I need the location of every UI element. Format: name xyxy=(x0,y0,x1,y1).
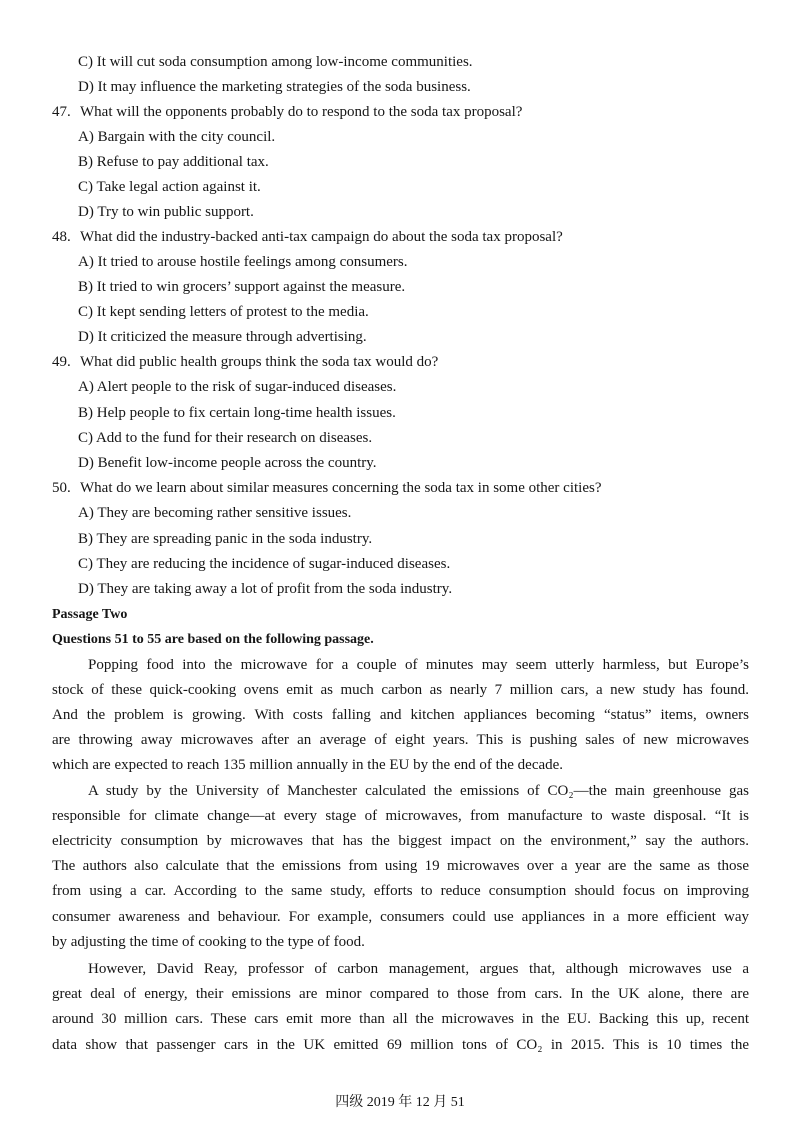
paragraph-2-line: electricity consumption by microwaves that has the biggest impact on the environment,” say the authors. xyxy=(52,833,749,849)
option-letter: A) xyxy=(78,379,94,395)
option-text: It may influence the marketing strategies of the soda business. xyxy=(97,79,471,95)
option-text: Add to the fund for their research on diseases. xyxy=(95,430,373,446)
option-50-b xyxy=(78,530,372,548)
option-letter: D) xyxy=(78,204,94,220)
option-text: They are becoming rather sensitive issues. xyxy=(97,505,352,521)
option-48-d xyxy=(78,328,367,346)
option-50-a xyxy=(78,504,351,522)
option-text: Help people to fix certain long-time health issues. xyxy=(96,405,396,421)
question-stem: What do we learn about similar measures concerning the soda tax in some other cities? xyxy=(80,480,602,496)
option-text: It tried to win grocers’ support against the measure. xyxy=(96,279,406,295)
paragraph-2-line: A study by the University of Manchester calculated the emissions of CO₂—the main greenhouse gas xyxy=(88,783,749,799)
option-47-c xyxy=(78,178,261,196)
question-number: 50. xyxy=(52,480,71,496)
option-text: It tried to arouse hostile feelings among consumers. xyxy=(97,254,408,270)
question-48 xyxy=(52,228,563,246)
option-letter: D) xyxy=(78,79,94,95)
option-text: It will cut soda consumption among low-income communities. xyxy=(96,54,473,70)
question-stem: What did public health groups think the soda tax would do? xyxy=(80,354,439,370)
option-49-a xyxy=(78,378,396,396)
option-letter: B) xyxy=(78,405,93,421)
option-text: Benefit low-income people across the country. xyxy=(97,455,377,471)
option-49-d xyxy=(78,454,377,472)
question-stem: What did the industry-backed anti-tax campaign do about the soda tax proposal? xyxy=(80,229,563,245)
option-text: They are taking away a lot of profit from the soda industry. xyxy=(97,581,453,597)
option-46-d xyxy=(78,78,471,96)
option-text: They are spreading panic in the soda industry. xyxy=(96,531,373,547)
option-48-b xyxy=(78,278,405,296)
option-letter: D) xyxy=(78,329,94,345)
question-number: 48. xyxy=(52,229,71,245)
option-text: Alert people to the risk of sugar-induced diseases. xyxy=(96,379,397,395)
paragraph-1-line: And the problem is growing. With costs falling and kitchen appliances becoming “status” items, owners xyxy=(52,707,749,723)
question-47 xyxy=(52,103,522,121)
option-letter: C) xyxy=(78,179,93,195)
paragraph-2-line: from using a car. According to the same study, efforts to reduce consumption should focus on improving xyxy=(52,883,749,899)
paragraph-3-line: around 30 million cars. These cars emit more than all the microwaves in the EU. Backing this up, recent xyxy=(52,1011,749,1027)
option-49-c xyxy=(78,429,372,447)
paragraph-3-line: data show that passenger cars in the UK emitted 69 million tons of CO₂ in 2015. This is 10 times the xyxy=(52,1037,749,1053)
paragraph-1-line: stock of these quick-cooking ovens emit as much carbon as nearly 7 million cars, a new study has found. xyxy=(52,682,749,698)
page-footer: 四级 2019 年 12 月 51 xyxy=(335,1095,465,1110)
paragraph-2-line: The authors also calculate that the emissions from using 19 microwaves over a year are the same as those xyxy=(52,858,749,874)
option-48-c xyxy=(78,303,369,321)
option-48-a xyxy=(78,253,408,271)
option-letter: D) xyxy=(78,455,94,471)
question-stem: What will the opponents probably do to respond to the soda tax proposal? xyxy=(80,104,523,120)
paragraph-2-line: responsible for climate change—at every stage of microwaves, from manufacture to waste disposal. “It is xyxy=(52,808,749,824)
passage-title: Passage Two xyxy=(52,607,128,622)
option-letter: A) xyxy=(78,505,94,521)
option-letter: A) xyxy=(78,254,94,270)
question-number: 49. xyxy=(52,354,71,370)
option-letter: C) xyxy=(78,54,93,70)
option-letter: B) xyxy=(78,531,93,547)
option-letter: B) xyxy=(78,154,93,170)
option-text: Bargain with the city council. xyxy=(97,129,276,145)
option-text: It kept sending letters of protest to the media. xyxy=(96,304,369,320)
option-letter: C) xyxy=(78,304,93,320)
option-text: Take legal action against it. xyxy=(96,179,261,195)
option-letter: C) xyxy=(78,556,93,572)
option-47-d xyxy=(78,203,254,221)
option-letter: C) xyxy=(78,430,93,446)
option-47-b xyxy=(78,153,269,171)
paragraph-1-line: are throwing away microwaves after an average of eight years. This is pushing sales of new microwaves xyxy=(52,732,749,748)
option-47-a xyxy=(78,128,275,146)
option-50-d xyxy=(78,580,452,598)
option-letter: B) xyxy=(78,279,93,295)
paragraph-1-line: which are expected to reach 135 million annually in the EU by the end of the decade. xyxy=(52,757,564,773)
paragraph-2-line: by adjusting the time of cooking to the type of food. xyxy=(52,934,365,950)
paragraph-2-line: consumer awareness and behaviour. For example, consumers could use appliances in a more efficient way xyxy=(52,909,749,925)
option-text: It criticized the measure through advertising. xyxy=(97,329,367,345)
option-50-c xyxy=(78,555,450,573)
paragraph-3-line: However, David Reay, professor of carbon management, argues that, although microwaves use a xyxy=(88,961,749,977)
paragraph-1-line: Popping food into the microwave for a couple of minutes may seem utterly harmless, but Europe’s xyxy=(88,657,749,673)
option-text: Refuse to pay additional tax. xyxy=(96,154,269,170)
question-50 xyxy=(52,479,602,497)
option-text: They are reducing the incidence of sugar-induced diseases. xyxy=(96,556,451,572)
paragraph-3-line: great deal of energy, their emissions are minor compared to those from cars. In the UK alone, there are xyxy=(52,986,749,1002)
question-49 xyxy=(52,353,438,371)
option-letter: A) xyxy=(78,129,94,145)
question-number: 47. xyxy=(52,104,71,120)
option-text: Try to win public support. xyxy=(97,204,254,220)
option-letter: D) xyxy=(78,581,94,597)
option-46-c xyxy=(78,53,473,71)
passage-instruction: Questions 51 to 55 are based on the following passage. xyxy=(52,632,374,647)
option-49-b xyxy=(78,404,396,422)
